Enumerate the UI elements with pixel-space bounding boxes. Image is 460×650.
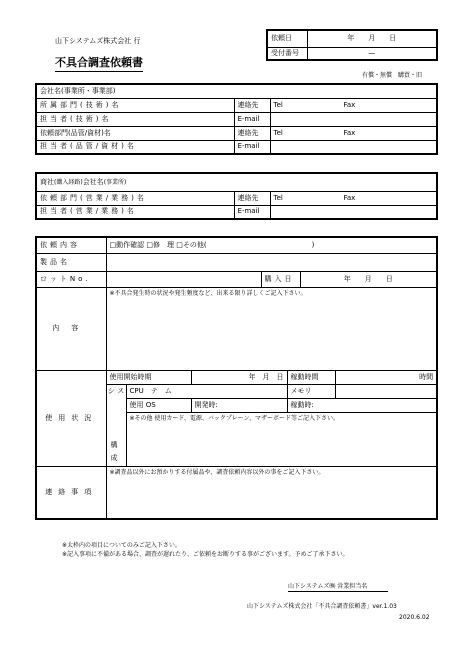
request-date-label: 依頼日: [267, 30, 307, 47]
product-name-label: 製品名: [36, 253, 106, 271]
option-operation-check[interactable]: □動作確認: [109, 240, 145, 249]
lot-number-field[interactable]: [106, 271, 261, 287]
dept-purchase-label[interactable]: 依頼部門(品管/資材)名: [36, 126, 234, 140]
content-field[interactable]: ※不具合発生時の状況や発生頻度など、出来る限り詳しくご記入下さい。: [106, 287, 437, 370]
request-detail-table: [35, 236, 438, 520]
dept-sales-label[interactable]: 依頼部門(営業/業務)名: [36, 191, 234, 205]
system-label-spacer: [106, 412, 126, 438]
email-label: E-mail: [234, 205, 270, 219]
page-title: 不具合調査依頼書: [55, 54, 143, 72]
tel-fax-field[interactable]: Tel Fax: [270, 126, 437, 140]
contact-label: 連絡先: [234, 191, 270, 205]
footer-note-2: ※記入事項に不備がある場合、調査が遅れたり、ご依頼をお断りする事がございます。予めご了承下さい。: [62, 551, 349, 558]
person-purchase-label[interactable]: 担当者(品管/資材)名: [36, 140, 234, 154]
usage-status-label: 使用状況: [36, 370, 106, 466]
os-label: 使用 OS: [126, 398, 191, 412]
other-config-field-cont[interactable]: [126, 452, 437, 466]
os-dev-field[interactable]: 開発時:: [191, 398, 287, 412]
lot-number-label: ロットNo.: [36, 271, 106, 287]
email-field[interactable]: [270, 140, 437, 154]
document-date: 2020.6.02: [399, 614, 430, 621]
purchase-date-field[interactable]: 年 月 日: [300, 271, 437, 287]
trading-company-label[interactable]: 商社(購入経路)会社名(事業所): [36, 173, 437, 191]
other-config-field[interactable]: ※その他 使用カード、電源、バックプレーン、マザーボード等ご記入下さい。: [126, 412, 437, 438]
email-label: E-mail: [234, 112, 270, 126]
request-date-field[interactable]: 年 月 日: [307, 30, 437, 47]
email-label: E-mail: [234, 140, 270, 154]
system-label-char: シ: [106, 384, 116, 398]
receipt-number-field[interactable]: —: [307, 47, 437, 60]
system-label-char: ス: [116, 384, 126, 398]
recipient: 山下システムズ株式会社 行: [55, 37, 141, 45]
person-tech-label[interactable]: 担当者(技術)名: [36, 112, 234, 126]
trading-company-table: [35, 172, 438, 220]
product-name-field[interactable]: [106, 253, 437, 271]
system-label-spacer: [106, 398, 126, 412]
dept-tech-label[interactable]: 所属部門(技術)名: [36, 98, 234, 112]
contact-matters-label: 連絡事項: [36, 466, 106, 519]
uptime-field[interactable]: 時間: [335, 370, 437, 384]
option-repair[interactable]: □修 理: [146, 240, 174, 249]
email-field[interactable]: [270, 112, 437, 126]
customer-info-table: [35, 83, 438, 155]
request-content-label: 依頼内容: [36, 237, 106, 253]
usage-start-field[interactable]: 年 月 日: [191, 370, 287, 384]
email-field[interactable]: [270, 205, 437, 219]
request-content-options[interactable]: [106, 237, 437, 253]
company-name-label[interactable]: 会社名(事業所・事業部): [36, 84, 437, 98]
tel-fax-field[interactable]: Tel Fax: [270, 98, 437, 112]
document-name: 山下システムズ株式会社「不具合調査依頼書」ver.1.03: [247, 603, 397, 610]
tel-fax-field[interactable]: Tel Fax: [270, 191, 437, 205]
system-label-char: 成: [106, 452, 126, 466]
usage-start-label: 使用開始時期: [106, 370, 191, 384]
option-other[interactable]: □その他( ): [176, 240, 315, 249]
contact-matters-field[interactable]: ※調査品以外にお預かりする付属品や、調査依頼内容以外の事をご記入下さい。: [106, 466, 437, 519]
sales-staff-name[interactable]: 山下システムズ㈱ 営業担当名: [288, 584, 388, 592]
contact-label: 連絡先: [234, 98, 270, 112]
contact-label: 連絡先: [234, 126, 270, 140]
receipt-number-label: 受付番号: [267, 47, 307, 60]
request-info-table: [266, 29, 438, 61]
purchase-date-label: 購入日: [261, 271, 300, 287]
person-sales-label[interactable]: 担当者(営業/業務)名: [36, 205, 234, 219]
footer-note-1: ※太枠内の項目についてのみご記入下さい。: [62, 542, 181, 549]
memory-label: メモリ: [287, 384, 335, 398]
memory-field[interactable]: [335, 384, 437, 398]
uptime-label: 稼動時間: [287, 370, 335, 384]
charge-note: 有償・無償 購買・旧: [362, 72, 423, 79]
other-config-field-cont[interactable]: [126, 438, 437, 452]
cpu-field[interactable]: CPU テ ム: [126, 384, 287, 398]
os-run-field[interactable]: 稼動時:: [287, 398, 437, 412]
system-label-char: 構: [106, 438, 126, 452]
content-label: 内容: [36, 287, 106, 370]
